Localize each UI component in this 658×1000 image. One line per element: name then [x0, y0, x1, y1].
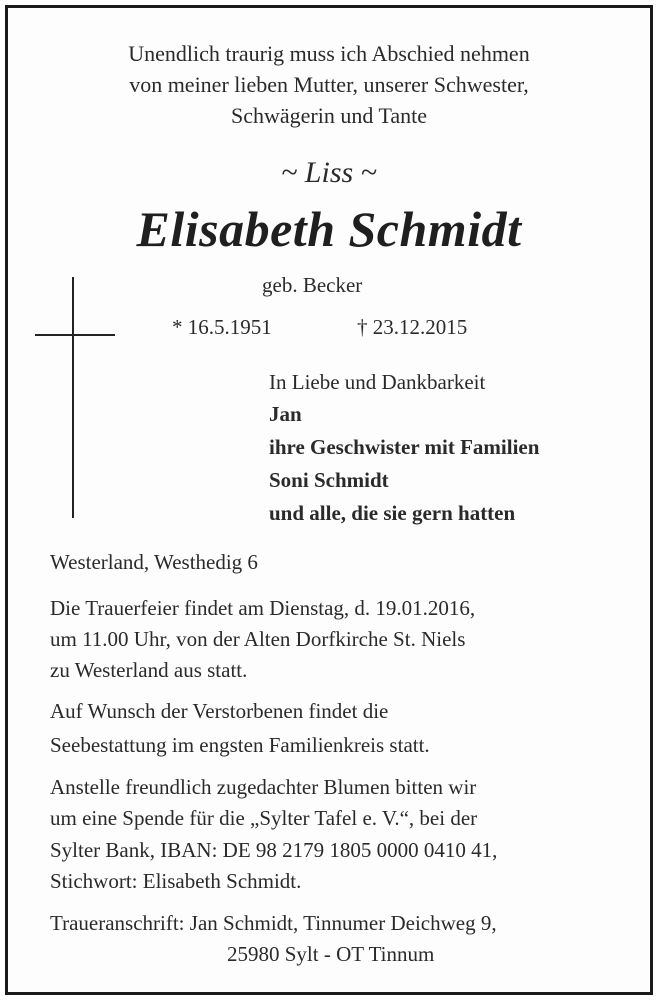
death-date: † 23.12.2015	[357, 315, 468, 339]
deceased-name: Elisabeth Schmidt	[136, 201, 522, 257]
donation-line-4: Stichwort: Elisabeth Schmidt.	[50, 869, 302, 893]
donation-line-2: um eine Spende für die „Sylter Tafel e. V.“, bei der	[50, 806, 478, 830]
mourning-address-line-1: Traueranschrift: Jan Schmidt, Tinnumer Deichweg 9,	[50, 911, 497, 935]
mourner-name: Soni Schmidt	[269, 468, 389, 492]
birth-date: * 16.5.1951	[172, 315, 272, 339]
burial-line-1: Auf Wunsch der Verstorbenen findet die	[50, 699, 389, 723]
mourner-name: Jan	[269, 402, 302, 426]
intro-line-1: Unendlich traurig muss ich Abschied nehmen	[128, 41, 530, 66]
mourner-name: und alle, die sie gern hatten	[269, 501, 516, 525]
cross-icon	[72, 277, 74, 518]
nickname: ~ Liss ~	[281, 156, 377, 189]
funeral-line-3: zu Westerland aus statt.	[50, 658, 248, 682]
funeral-line-1: Die Trauerfeier findet am Dienstag, d. 19.01.2016,	[50, 596, 476, 620]
cross-icon-bar	[35, 334, 115, 336]
donation-line-3: Sylter Bank, IBAN: DE 98 2179 1805 0000 0410 41,	[50, 838, 498, 862]
mourner-name: ihre Geschwister mit Familien	[269, 435, 540, 459]
intro-line-2: von meiner lieben Mutter, unserer Schwester,	[129, 72, 529, 97]
burial-line-2: Seebestattung im engsten Familienkreis statt.	[50, 733, 430, 757]
obituary-card	[5, 5, 653, 995]
mourners-intro: In Liebe und Dankbarkeit	[269, 370, 486, 394]
mourning-address-line-2: 25980 Sylt - OT Tinnum	[227, 942, 435, 966]
donation-line-1: Anstelle freundlich zugedachter Blumen bitten wir	[50, 775, 477, 799]
intro-line-3: Schwägerin und Tante	[230, 103, 427, 128]
birth-name: geb. Becker	[262, 273, 363, 297]
funeral-line-2: um 11.00 Uhr, von der Alten Dorfkirche St. Niels	[50, 627, 466, 651]
residence-address: Westerland, Westhedig 6	[50, 550, 258, 574]
